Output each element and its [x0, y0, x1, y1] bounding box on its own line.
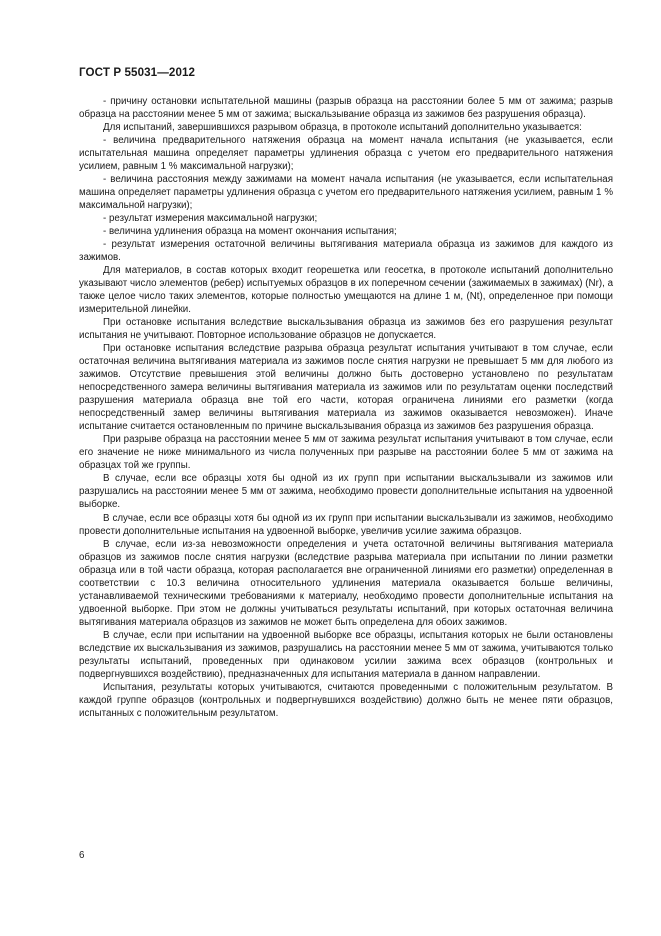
paragraph: - величина расстояния между зажимами на момент начала испытания (не указывается, если испытательная машина определяет параметры удлинения образца с учетом его предварительного натяжения усилием, равным 1 % максимальной нагрузки); — [79, 174, 613, 212]
paragraph: - причину остановки испытательной машины (разрыв образца на расстоянии более 5 мм от зажима; разрыв образца на расстоянии менее 5 мм от зажима; выскальзывание образца из зажимов без разрушения образца). — [79, 96, 613, 121]
paragraph: В случае, если все образцы хотя бы одной из их групп при испытании выскальзывали из зажимов или разрушались на расстоянии менее 5 мм от зажима, необходимо провести дополнительные испытания на удвоенной выборке. — [79, 473, 613, 511]
paragraph: Для материалов, в состав которых входит георешетка или геосетка, в протоколе испытаний дополнительно указывают число элементов (ребер) испытуемых образцов в их поперечном сечении (зажимаемых в зажимах) (Nr), а также целое число таких элементов, которые полностью умещаются на длине 1 м, (Nt), определенное при помощи измерительной линейки. — [79, 265, 613, 316]
paragraph: В случае, если из-за невозможности определения и учета остаточной величины вытягивания материала образцов из зажимов после снятия нагрузки (вследствие разрыва материала при испытании по линии разметки образца или в той части образца, которая располагается вне ограниченной линиями его разметки) определенная в соответствии с 10.3 величина относительного удлинения материала оказывается больше величины, устанавливаемой техническими требованиями к материалу, необходимо провести дополнительные испытания на удвоенной выборке. При этом не должны учитываться результаты испытаний, при которых остаточная величина вытягивания материала образцов из зажимов не может быть определена для обоих зажимов. — [79, 538, 613, 628]
paragraph: - величина предварительного натяжения образца на момент начала испытания (не указывается, если испытательная машина определяет параметры удлинения образца с учетом его предварительного натяжения усилием, равным 1 % максимальной нагрузки); — [79, 135, 613, 173]
document-body — [79, 95, 613, 720]
paragraph: - результат измерения максимальной нагрузки; — [103, 213, 318, 225]
paragraph: - результат измерения остаточной величины вытягивания материала образца из зажимов для каждого из зажимов. — [79, 239, 613, 264]
paragraph: В случае, если при испытании на удвоенной выборке все образцы, испытания которых не были остановлены вследствие их выскальзывания из зажимов, разрушались на расстоянии менее 5 мм от зажима, учитываются только результаты испытаний, проведенных при одинаковом усилии зажима всех образцов (контрольных и подвергнувшихся воздействию), предназначенных для испытания материала в данном направлении. — [79, 629, 613, 680]
paragraph: При остановке испытания вследствие выскальзывания образца из зажимов без его разрушения результат испытания не учитывают. Повторное использование образцов не допускается. — [79, 317, 613, 342]
paragraph: При разрыве образца на расстоянии менее 5 мм от зажима результат испытания учитывают в том случае, если его значение не ниже минимального из числа полученных при разрыве на расстоянии более 5 мм от зажима на образцах той же группы. — [79, 434, 613, 472]
paragraph: - величина удлинения образца на момент окончания испытания; — [103, 226, 397, 238]
paragraph: Для испытаний, завершившихся разрывом образца, в протоколе испытаний дополнительно указывается: — [103, 122, 582, 134]
paragraph: Испытания, результаты которых учитываются, считаются проведенными с положительным результатом. В каждой группе образцов (контрольных и подвергнувшихся воздействию) должно быть не менее пяти образцов, испытанных с положительным результатом. — [79, 681, 613, 719]
document-code-header: ГОСТ Р 55031—2012 — [79, 66, 196, 79]
paragraph: В случае, если все образцы хотя бы одной из их групп при испытании выскальзывали из зажимов, необходимо провести дополнительные испытания на удвоенной выборке, увеличив усилие зажима образцов. — [79, 512, 613, 537]
paragraph: При остановке испытания вследствие разрыва образца результат испытания учитывают в том случае, если остаточная величина вытягивания материала из зажимов после снятия нагрузки не превышает 5 мм для любого из зажимов. Отсутствие превышения этой величины должно быть достоверно установлено по результатам непосредственного замера величины вытягивания материала из зажимов или по результатам оценки последствий разрушения материала образца вне той его части, которая ограничена линиями его разметки (когда непосредственный замер величины вытягивания материала из зажимов оказывается невозможен). Иначе испытание считается остановленным по причине выскальзывания образца из зажимов без разрушения образца. — [79, 343, 613, 433]
page-number: 6 — [79, 850, 85, 861]
